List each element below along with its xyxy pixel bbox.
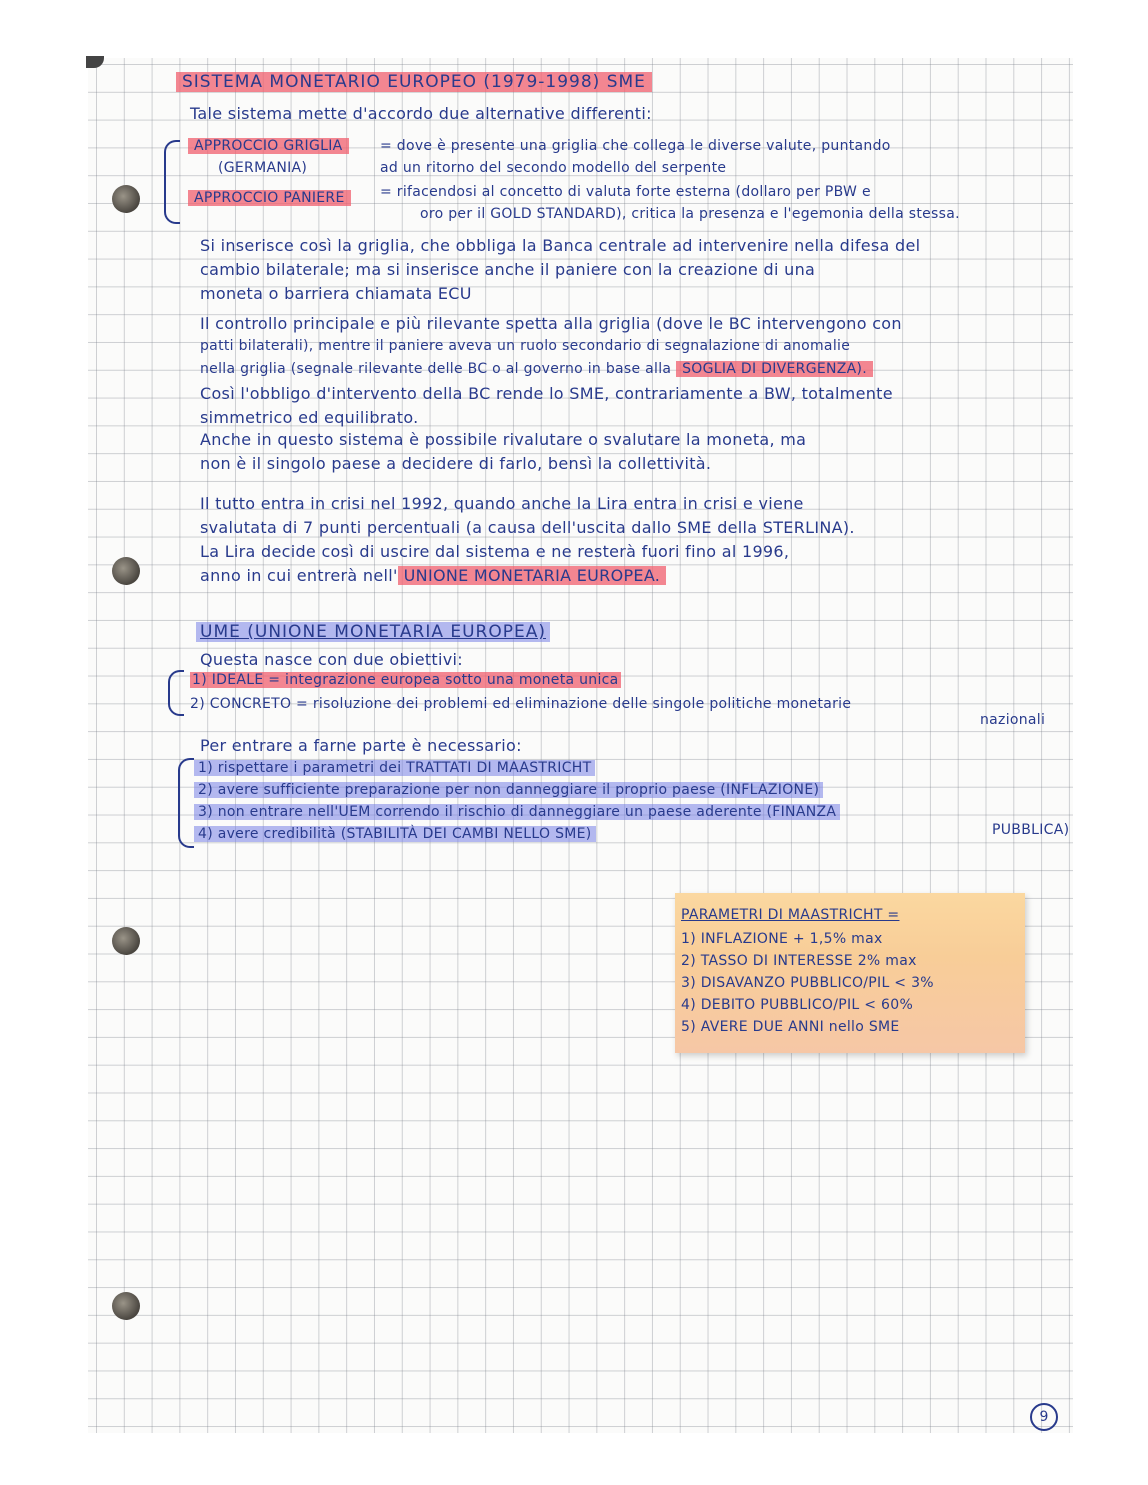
paragraph-text: anno in cui entrerà nell' [200, 566, 398, 585]
sticky-item: 4) DEBITO PUBBLICO/PIL < 60% [681, 997, 914, 1013]
binder-hole [112, 557, 140, 585]
requirement-item: 3) non entrare nell'UEM correndo il rischio di danneggiare un paese aderente (FINANZA [194, 804, 840, 820]
approach-desc-line: = dove è presente una griglia che collega le diverse valute, puntando [380, 138, 891, 154]
binder-hole [112, 185, 140, 213]
objective-item [190, 672, 621, 688]
objective-text: 1) IDEALE = integrazione europea sotto una moneta unica [192, 672, 619, 688]
approach-name: APPROCCIO GRIGLIA [188, 138, 349, 154]
page-number: 9 [1030, 1403, 1058, 1431]
paragraph-line: simmetrico ed equilibrato. [200, 408, 419, 427]
approach-desc-line: oro per il GOLD STANDARD), critica la presenza e l'egemonia della stessa. [420, 206, 960, 222]
objective-item: 2) CONCRETO = risoluzione dei problemi ed eliminazione delle singole politiche monetarie [190, 696, 852, 712]
requirement-item: 1) rispettare i parametri dei TRATTATI DI MAASTRICHT [194, 760, 595, 776]
uem-title: UME (UNIONE MONETARIA EUROPEA) [196, 622, 550, 642]
requirement-item: 4) avere credibilità (STABILITÀ DEI CAMBI NELLO SME) [194, 826, 596, 842]
paragraph-line: non è il singolo paese a decidere di farlo, bensì la collettività. [200, 454, 712, 473]
paragraph-line: svalutata di 7 punti percentuali (a causa dell'uscita dallo SME della STERLINA). [200, 518, 855, 537]
uem-highlight: UNIONE MONETARIA EUROPEA. [398, 566, 667, 585]
sticky-title: PARAMETRI DI MAASTRICHT = [681, 907, 900, 923]
paragraph-line: Così l'obbligo d'intervento della BC rende lo SME, contrariamente a BW, totalmente [200, 384, 893, 403]
sticky-note [675, 893, 1025, 1053]
uem-intro: Questa nasce con due obiettivi: [200, 650, 463, 669]
paragraph-line: Si inserisce così la griglia, che obbliga la Banca centrale ad intervenire nella difesa del [200, 236, 921, 255]
paragraph-line: moneta o barriera chiamata ECU [200, 284, 472, 303]
paragraph-line [200, 361, 873, 377]
approach-desc-line: ad un ritorno del secondo modello del serpente [380, 160, 727, 176]
requirements-brace [178, 758, 194, 848]
sticky-item: 2) TASSO DI INTERESSE 2% max [681, 953, 917, 969]
objectives-brace [168, 670, 184, 716]
paragraph-line [200, 566, 666, 585]
objective-tail: nazionali [980, 712, 1046, 728]
requirements-intro: Per entrare a farne parte è necessario: [200, 736, 522, 755]
approach-desc-line: = rifacendosi al concetto di valuta forte esterna (dollaro per PBW e [380, 184, 871, 200]
paragraph-text: nella griglia (segnale rilevante delle BC o al governo in base alla [200, 361, 672, 377]
sme-intro: Tale sistema mette d'accordo due alternative differenti: [190, 104, 652, 123]
paragraph-line: cambio bilaterale; ma si inserisce anche il paniere con la creazione di una [200, 260, 816, 279]
paragraph-line: La Lira decide così di uscire dal sistema e ne resterà fuori fino al 1996, [200, 542, 790, 561]
sticky-item: 3) DISAVANZO PUBBLICO/PIL < 3% [681, 975, 934, 991]
approaches-brace [164, 140, 180, 224]
sticky-item: 1) INFLAZIONE + 1,5% max [681, 931, 883, 947]
paragraph-line: Il controllo principale e più rilevante spetta alla griglia (dove le BC intervengono con [200, 314, 902, 333]
approach-name: APPROCCIO PANIERE [188, 190, 351, 206]
sticky-item: 5) AVERE DUE ANNI nello SME [681, 1019, 900, 1035]
paragraph-line: patti bilaterali), mentre il paniere aveva un ruolo secondario di segnalazione di anomalie [200, 338, 851, 354]
binder-hole [112, 1292, 140, 1320]
finanza-tail: PUBBLICA) [992, 822, 1070, 838]
sme-title: SISTEMA MONETARIO EUROPEO (1979-1998) SME [176, 72, 652, 92]
divergence-threshold: SOGLIA DI DIVERGENZA). [676, 361, 873, 377]
paragraph-line: Il tutto entra in crisi nel 1992, quando anche la Lira entra in crisi e viene [200, 494, 804, 513]
paragraph-line: Anche in questo sistema è possibile rivalutare o svalutare la moneta, ma [200, 430, 807, 449]
requirement-item: 2) avere sufficiente preparazione per non danneggiare il proprio paese (INFLAZIONE) [194, 782, 823, 798]
binder-hole [112, 927, 140, 955]
approach-note: (GERMANIA) [218, 160, 308, 176]
